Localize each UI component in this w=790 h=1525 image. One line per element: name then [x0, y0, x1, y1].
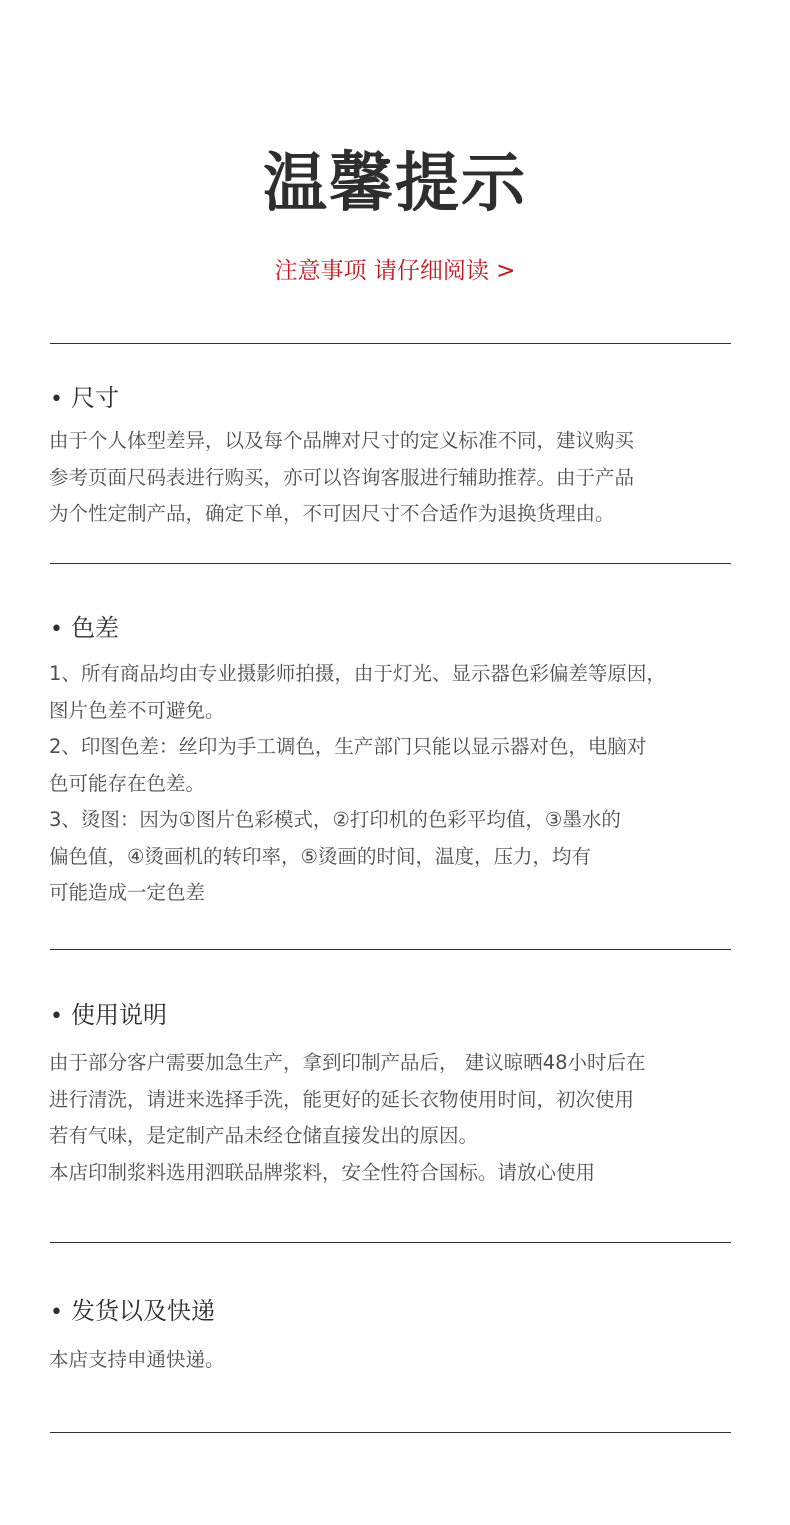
section-body-usage [49, 1045, 749, 1191]
divider [50, 949, 731, 950]
section-heading-color-difference [50, 611, 119, 647]
body-line: 1、所有商品均由专业摄影师拍摄，由于灯光、显示器色彩偏差等原因， [49, 662, 666, 685]
page-title: 温馨提示 [263, 147, 527, 221]
section-body-size [49, 423, 749, 533]
body-line: 为个性定制产品，确定下单，不可因尺寸不合适作为退换货理由。 [49, 502, 615, 525]
section-heading-label: 尺寸 [70, 384, 119, 412]
body-line: 本店支持申通快递。 [49, 1348, 225, 1371]
bullet-icon: • [50, 387, 63, 412]
section-heading-label: 色差 [70, 614, 119, 642]
divider [50, 563, 731, 564]
divider [50, 1432, 731, 1433]
bullet-icon: • [50, 1004, 63, 1029]
divider [50, 1242, 731, 1243]
divider [50, 343, 731, 344]
body-line: 色可能存在色差。 [49, 771, 206, 795]
body-line: 2、印图色差：丝印为手工调色，生产部门只能以显示器对色，电脑对 [49, 735, 647, 758]
section-heading-size [50, 381, 119, 417]
body-line: 由于个人体型差异，以及每个品牌对尺寸的定义标准不同，建议购买 [49, 429, 635, 452]
section-heading-usage [50, 998, 167, 1034]
body-line: 偏色值，④烫画机的转印率，⑤烫画的时间，温度，压力，均有 [49, 844, 591, 868]
section-body-color-difference [49, 656, 749, 912]
body-line: 图片色差不可避免。 [49, 698, 225, 722]
body-line: 参考页面尺码表进行购买，亦可以咨询客服进行辅助推荐。由于产品 [49, 465, 635, 489]
body-line: 可能造成一定色差 [49, 881, 206, 904]
page-subtitle[interactable]: 注意事项 请仔细阅读 > [274, 258, 516, 284]
body-line: 由于部分客户需要加急生产，拿到印制产品后， 建议晾晒48小时后在 [49, 1051, 646, 1074]
section-heading-shipping [50, 1294, 215, 1330]
section-heading-label: 发货以及快递 [70, 1297, 215, 1325]
body-line: 本店印制浆料选用泗联品牌浆料，安全性符合国标。请放心使用 [49, 1160, 596, 1184]
bullet-icon: • [50, 617, 63, 642]
body-line: 若有气味，是定制产品未经仓储直接发出的原因。 [49, 1124, 479, 1147]
bullet-icon: • [50, 1300, 63, 1325]
body-line: 进行清洗，请进来选择手洗，能更好的延长衣物使用时间，初次使用 [49, 1087, 635, 1111]
section-heading-label: 使用说明 [70, 1001, 167, 1029]
body-line: 3、烫图：因为①图片色彩模式，②打印机的色彩平均值，③墨水的 [49, 808, 621, 831]
section-body-shipping [49, 1342, 749, 1379]
